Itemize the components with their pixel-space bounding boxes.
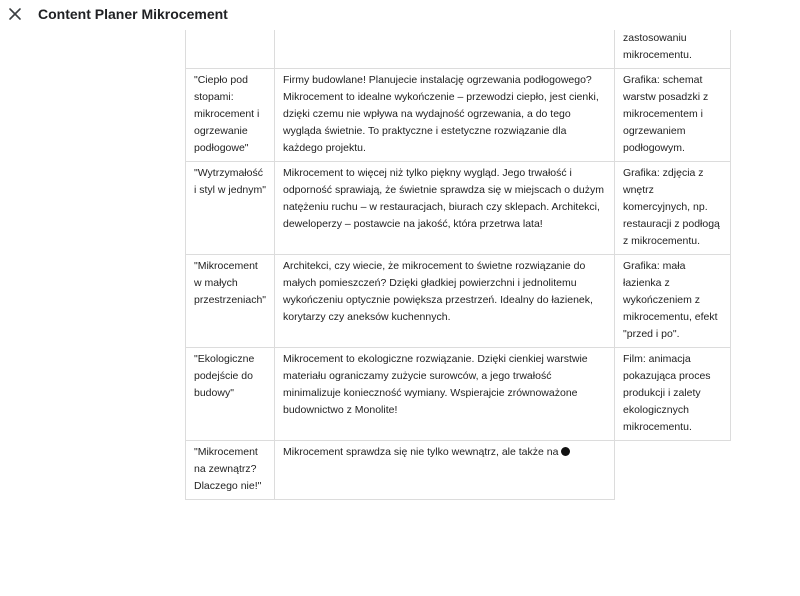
topic-cell[interactable]: "Mikrocement w małych przestrzeniach" (186, 255, 275, 348)
table-row (186, 162, 731, 255)
close-button[interactable] (6, 5, 24, 23)
visual-cell[interactable]: Grafika: mała łazienka z wykończeniem z mikrocementu, efekt "przed i po". (615, 255, 731, 348)
table-row (186, 30, 731, 69)
topic-cell[interactable]: "Mikrocement na zewnątrz? Dlaczego nie!" (186, 441, 275, 500)
table-row (186, 69, 731, 162)
table-row (186, 255, 731, 348)
text-cell[interactable] (275, 441, 615, 500)
visual-cell[interactable]: Film: animacja pokazująca proces produkcji i zalety ekologicznych mikrocementu. (615, 348, 731, 441)
visual-cell[interactable]: Grafika: zdjęcia z wnętrz komercyjnych, np. restauracji z podłogą z mikrocementu. (615, 162, 731, 255)
streaming-cursor-icon (561, 447, 570, 456)
table-row (186, 348, 731, 441)
topic-cell[interactable] (186, 30, 275, 69)
topic-cell[interactable]: "Ciepło pod stopami: mikrocement i ogrzewanie podłogowe" (186, 69, 275, 162)
close-icon (6, 5, 24, 23)
text-cell[interactable] (275, 30, 615, 69)
text-cell[interactable]: Firmy budowlane! Planujecie instalację ogrzewania podłogowego? Mikrocement to idealne wykończenie – przewodzi ciepło, jest cienki, dzięki czemu nie wpływa na wydajność ogrzewania, a do tego wygląda świetnie. To praktyczne i estetyczne rozwiązanie dla każdego projektu. (275, 69, 615, 162)
text-cell[interactable]: Architekci, czy wiecie, że mikrocement to świetne rozwiązanie do małych pomieszczeń? Dzięki gładkiej powierzchni i jednolitemu wykończeniu optycznie powiększa przestrzeń. Idealny do łazienek, korytarzy czy aneksów kuchennych. (275, 255, 615, 348)
content-plan-table (185, 30, 731, 500)
topic-cell[interactable]: "Wytrzymałość i styl w jednym" (186, 162, 275, 255)
visual-cell[interactable]: zastosowaniu mikrocementu. (615, 30, 731, 69)
topic-cell[interactable]: "Ekologiczne podejście do budowy" (186, 348, 275, 441)
table-row (186, 441, 731, 500)
streaming-text: Mikrocement sprawdza się nie tylko wewnątrz, ale także na (283, 446, 559, 458)
app-header (0, 0, 800, 30)
content-table-container (185, 30, 730, 490)
page-title: Content Planer Mikrocement (38, 6, 228, 22)
text-cell[interactable]: Mikrocement to więcej niż tylko piękny wygląd. Jego trwałość i odporność sprawiają, że świetnie sprawdza się w miejscach o dużym natężeniu ruchu – w restauracjach, biurach czy sklepach. Architekci, deweloperzy – postawcie na jakość, która przetrwa lata! (275, 162, 615, 255)
visual-cell[interactable]: Grafika: schemat warstw posadzki z mikrocementem i ogrzewaniem podłogowym. (615, 69, 731, 162)
visual-cell (615, 441, 731, 500)
text-cell[interactable]: Mikrocement to ekologiczne rozwiązanie. Dzięki cienkiej warstwie materiału ograniczamy zużycie surowców, a jego trwałość minimalizuje konieczność wymiany. Wspierajcie zrównoważone budownictwo z Monolite! (275, 348, 615, 441)
